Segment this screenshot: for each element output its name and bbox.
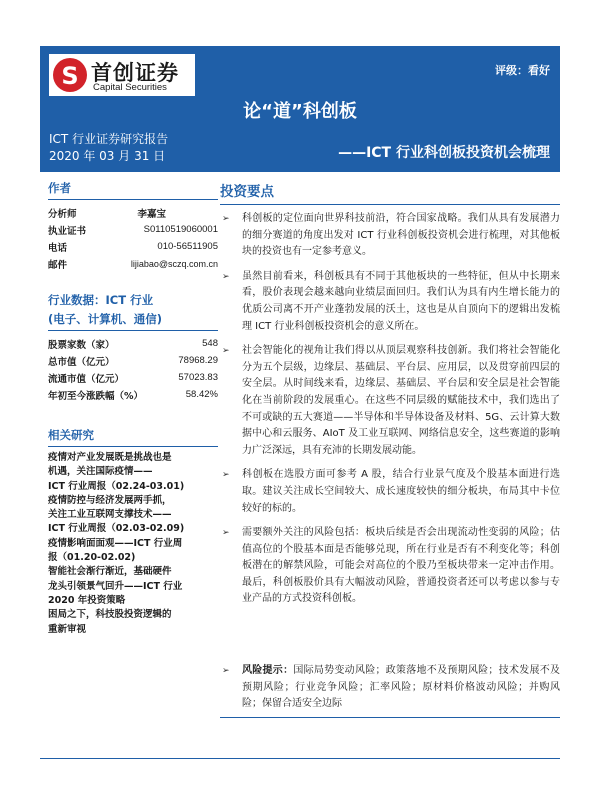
- research-line[interactable]: 疫情影响面面观——ICT 行业周: [48, 537, 183, 549]
- research-line[interactable]: 2020 年投资策略: [48, 594, 126, 606]
- logo-chinese-name: 首创证券: [91, 61, 179, 85]
- data-row: 总市值（亿元） 78968.29: [48, 355, 218, 368]
- logo-english-name: Capital Securities: [93, 82, 167, 93]
- report-date: 2020 年 03 月 31 日: [49, 149, 166, 163]
- research-line[interactable]: 机遇，关注国际疫情——: [48, 466, 153, 478]
- research-line[interactable]: 智能社会渐行渐近，基础硬件: [48, 566, 172, 578]
- author-row: 执业证书 S0110519060001: [48, 224, 218, 237]
- arrow-bullet-icon: ➢: [222, 271, 230, 282]
- investment-highlights: [220, 180, 560, 616]
- risk-text: 国际局势变动风险；政策落地不及预期风险；技术发展不及预期风险；行业竞争风险；汇率风险；原材料价格波动风险；并购风险；保留合适安全边际: [242, 665, 561, 710]
- author-row: 邮件 lijiabao@sczq.com.cn: [48, 258, 218, 271]
- author-row: 分析师 李嘉宝: [48, 208, 166, 220]
- arrow-bullet-icon: ➢: [222, 528, 230, 539]
- research-line[interactable]: ICT 行业周报（02.24-03.01): [48, 480, 185, 492]
- logo-mark-icon: S: [53, 58, 87, 92]
- bullet-item: ➢ 科创板在选股方面可参考 A 股，结合行业景气度及个股基本面进行选取。建议关注成长空间较大、成长速度较快的细分板块，布局其中卡位较好的标的。: [222, 469, 560, 514]
- report-title: 论“道”科创板: [243, 101, 357, 122]
- research-line[interactable]: 困局之下，科技股投资逻辑的: [48, 609, 172, 621]
- bullet-item: ➢ 需要额外关注的风险包括：板块后续是否会出现流动性变弱的风险；估值高位的个股基本面是否能够兑现，所在行业是否有不利变化等；科创板潜在的解禁风险，可能会对高位的个股乃至板块带来一定冲击作用。最后，科创板股价具有大幅波动风险，普通投资者还可以考虑以参与专业产品的方式投资科创板。: [222, 527, 560, 605]
- bullet-item: ➢ 虽然目前看来，科创板具有不同于其他板块的一些特征，但从中长期来看，股价表现会越来越向业绩层面回归。我们认为具有内生增长能力的优质公司离不开产业蓬勃发展的沃土，这也是从自顶向下的逻辑出发梳理 ICT 行业科创板投资机会的意义所在。: [222, 270, 560, 332]
- research-line[interactable]: 龙头引领景气回升——ICT 行业: [48, 580, 183, 592]
- data-row: 流通市值（亿元） 57023.83: [48, 372, 218, 385]
- research-line[interactable]: ICT 行业周报（02.03-02.09): [48, 523, 185, 535]
- divider: [220, 717, 560, 718]
- research-line[interactable]: 关注工业互联网支撑技术——: [48, 509, 172, 521]
- research-line[interactable]: 报（01.20-02.02): [48, 552, 136, 564]
- risk-label: 风险提示：: [242, 665, 294, 676]
- author-heading: 作者: [48, 181, 71, 195]
- email-link[interactable]: lijiabao@sczq.com.cn: [130, 258, 218, 269]
- bullet-item: ➢ 科创板的定位面向世界科技前沿，符合国家战略。我们从具有发展潜力的细分赛道的角度出发对 ICT 行业科创板投资机会进行梳理，对其他板块的投资也有一定参考意义。: [222, 213, 560, 258]
- research-line[interactable]: 重新审视: [48, 623, 87, 635]
- divider: [48, 446, 218, 447]
- data-row: 年初至今涨跌幅（%） 58.42%: [48, 389, 218, 402]
- arrow-bullet-icon: ➢: [222, 214, 230, 224]
- footer-divider: [40, 758, 560, 759]
- author-row: 电话 010-56511905: [48, 241, 218, 254]
- risk-item: [220, 663, 560, 713]
- divider: [48, 330, 218, 331]
- research-line[interactable]: 疫情防控与经济发展两手抓，: [48, 494, 172, 506]
- company-logo: [49, 54, 195, 96]
- divider: [48, 199, 218, 200]
- arrow-bullet-icon: ➢: [222, 346, 230, 357]
- industry-data-heading: 行业数据：ICT 行业: [48, 293, 154, 307]
- data-row: 股票家数（家） 548: [48, 338, 218, 351]
- bullet-item: ➢ 社会智能化的视角让我们得以从顶层观察科技创新。我们将社会智能化分为五个层级，边缘层、基础层、平台层、应用层，以及贯穿前四层的安全层。从时间线来看，边缘层、基础层、平台层和安全层是社会智能化在当前阶段的发展重心。在这些不同层级的赋能技术中，我们选出了不可或缺的五大赛道——半导体和半导体设备及材料、5G、云计算大数据中心和云服务、AIoT 及工业互联网、网络信息安全，这些赛道的影响力广泛深远，具有充沛的长期发展动能。: [222, 345, 560, 456]
- research-line[interactable]: 疫情对产业发展既是挑战也是: [48, 452, 172, 463]
- divider: [220, 204, 560, 205]
- arrow-bullet-icon: ➢: [222, 666, 230, 676]
- related-research-list: [48, 451, 218, 637]
- industry-data-subheading: (电子、计算机、通信): [48, 312, 163, 326]
- sidebar: [48, 180, 218, 637]
- related-research-heading: 相关研究: [48, 428, 94, 442]
- report-type: ICT 行业证券研究报告: [49, 132, 169, 146]
- arrow-bullet-icon: ➢: [222, 470, 230, 481]
- section-heading: 投资要点: [220, 184, 274, 200]
- risk-warning: [220, 663, 560, 718]
- rating-label: 评级：看好: [495, 64, 550, 77]
- report-subtitle: ——ICT 行业科创板投资机会梳理: [338, 145, 550, 161]
